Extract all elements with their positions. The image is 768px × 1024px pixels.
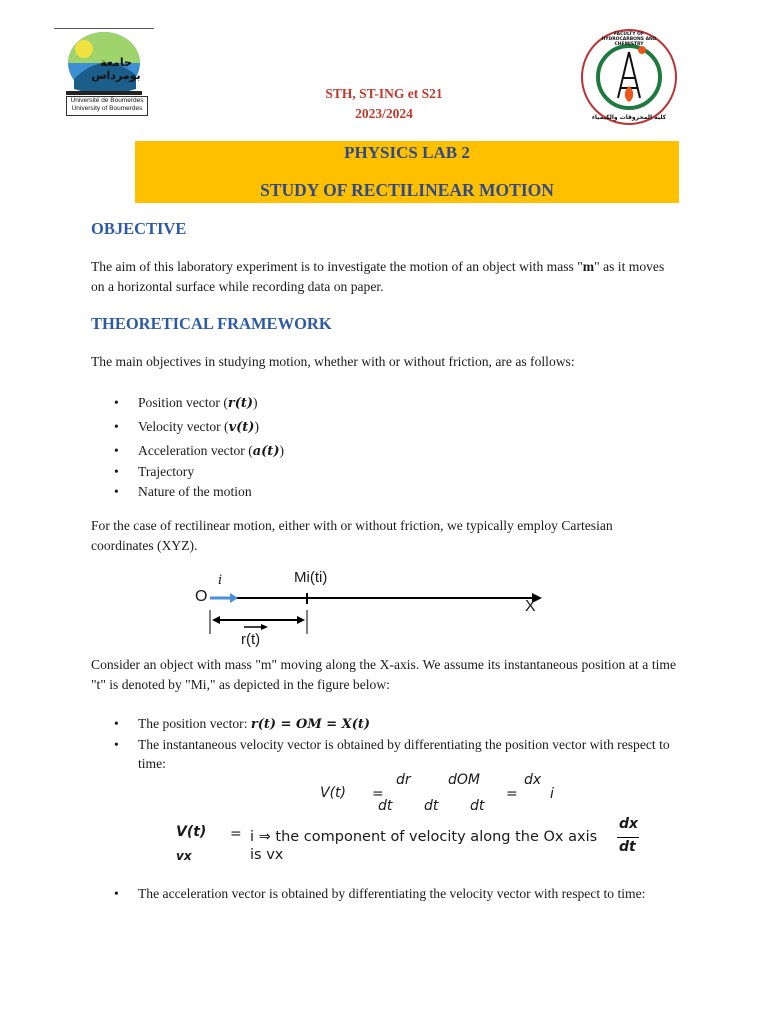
fraction-numerator: dx — [524, 772, 542, 788]
fraction-numerator: dOM — [448, 772, 480, 788]
session-line2: 2023/2024 — [355, 106, 413, 121]
list-item: • Velocity vector (v(t)) — [114, 419, 259, 435]
item-suffix: ) — [254, 419, 259, 434]
logo-caption — [66, 96, 148, 116]
logo-ring-text: FACULTY OF HYDROCARBONS AND CHEMISTRY — [601, 32, 657, 47]
objective-text-after: " as it moves on a horizontal surface while recording data on paper. — [91, 259, 665, 294]
lab-title: PHYSICS LAB 2 — [344, 143, 470, 162]
logo-caption-line2: University of Boumerdes — [71, 105, 143, 112]
item-text: Velocity vector ( — [138, 419, 229, 434]
fraction-denominator: dt — [470, 798, 485, 814]
position-vector-equation: r(t) = OM = X(t) — [250, 717, 371, 732]
point-label: Mi(ti) — [294, 569, 328, 586]
list-item: • Acceleration vector (a(t)) — [114, 443, 284, 459]
equals-sign: = — [372, 786, 384, 802]
item-text: Nature of the motion — [138, 484, 252, 499]
fraction-numerator: dr — [396, 772, 411, 788]
objective-text-before: The aim of this laboratory experiment is to investigate the motion of an object with mass " — [91, 259, 583, 274]
acceleration-vector-math: a(t) — [252, 444, 280, 459]
logo-arabic-text: كلية المحروقات والكيمياء — [591, 114, 667, 121]
distance-label: r(t) — [241, 631, 261, 648]
lab-subtitle: STUDY OF RECTILINEAR MOTION — [260, 180, 554, 200]
list-item: • Position vector (r(t)) — [114, 395, 258, 411]
item-suffix: ) — [279, 443, 284, 458]
vector-list — [114, 714, 674, 773]
velocity-subscript: vx — [176, 849, 192, 863]
position-vector-math: r(t) — [227, 396, 254, 411]
logo-caption-line1: Université de Boumerdes — [70, 97, 144, 104]
session-line1: STH, ST-ING et S21 — [325, 86, 443, 101]
item-text: The acceleration vector is obtained by differentiating the velocity vector with respect to time: — [138, 886, 646, 901]
cartesian-paragraph: For the case of rectilinear motion, either with or without friction, we typically employ Cartesian coordinates (XYZ). — [91, 518, 613, 553]
list-item: • The acceleration vector is obtained by differentiating the velocity vector with respect to time: — [114, 886, 646, 901]
axis-label: X — [525, 598, 536, 615]
consider-paragraph: Consider an object with mass "m" moving along the X-axis. We assume its instantaneous position at a time "t" is denoted by "Mi," as depicted in the figure below: — [91, 657, 676, 692]
item-suffix: ) — [253, 395, 258, 410]
fraction-bar — [617, 837, 639, 838]
item-text: Trajectory — [138, 464, 195, 479]
item-text: The position vector: — [138, 716, 251, 731]
item-text: Acceleration vector ( — [138, 443, 253, 458]
unit-vector-label: i — [218, 573, 223, 588]
list-item: • The position vector: r(t) = OM = X(t) — [114, 716, 371, 732]
objectives-list — [114, 393, 674, 502]
fraction-numerator: dx — [619, 816, 639, 832]
equals-sign: = — [230, 826, 242, 842]
logo-arabic-text: جامعة بومرداس — [91, 56, 141, 82]
item-text: Position vector ( — [138, 395, 228, 410]
velocity-equation — [320, 770, 580, 818]
velocity-vector-math: v(t) — [228, 420, 255, 435]
objective-mass-symbol: m — [582, 259, 595, 274]
acceleration-list — [114, 885, 674, 903]
theory-heading: THEORETICAL FRAMEWORK — [91, 314, 332, 333]
origin-label: O — [195, 588, 208, 605]
title-banner — [135, 141, 679, 203]
fraction-denominator: dt — [424, 798, 439, 814]
component-equation — [176, 816, 646, 868]
university-logo — [54, 28, 154, 114]
objective-paragraph — [91, 257, 676, 296]
list-item: • Trajectory — [114, 464, 195, 479]
theory-intro: The main objectives in studying motion, whether with or without friction, are as follows: — [91, 354, 575, 369]
fraction-denominator: dt — [378, 798, 393, 814]
velocity-lhs: V(t) — [176, 824, 207, 840]
velocity-lhs: V(t) — [320, 785, 346, 801]
objective-heading: OBJECTIVE — [91, 219, 187, 238]
component-text: i ⇒ the component of velocity along the Ox axis is vx — [250, 829, 598, 863]
item-text: The instantaneous velocity vector is obtained by differentiating the position vector with respect to time: — [138, 737, 670, 771]
motion-figure — [190, 566, 560, 654]
equals-sign: = — [506, 786, 518, 802]
fraction-denominator: dt — [619, 839, 636, 855]
list-item: • Nature of the motion — [114, 484, 252, 499]
faculty-logo — [580, 28, 678, 126]
unit-vector: i — [550, 786, 554, 802]
list-item: • The instantaneous velocity vector is obtained by differentiating the position vector with respect to time: — [114, 737, 670, 771]
